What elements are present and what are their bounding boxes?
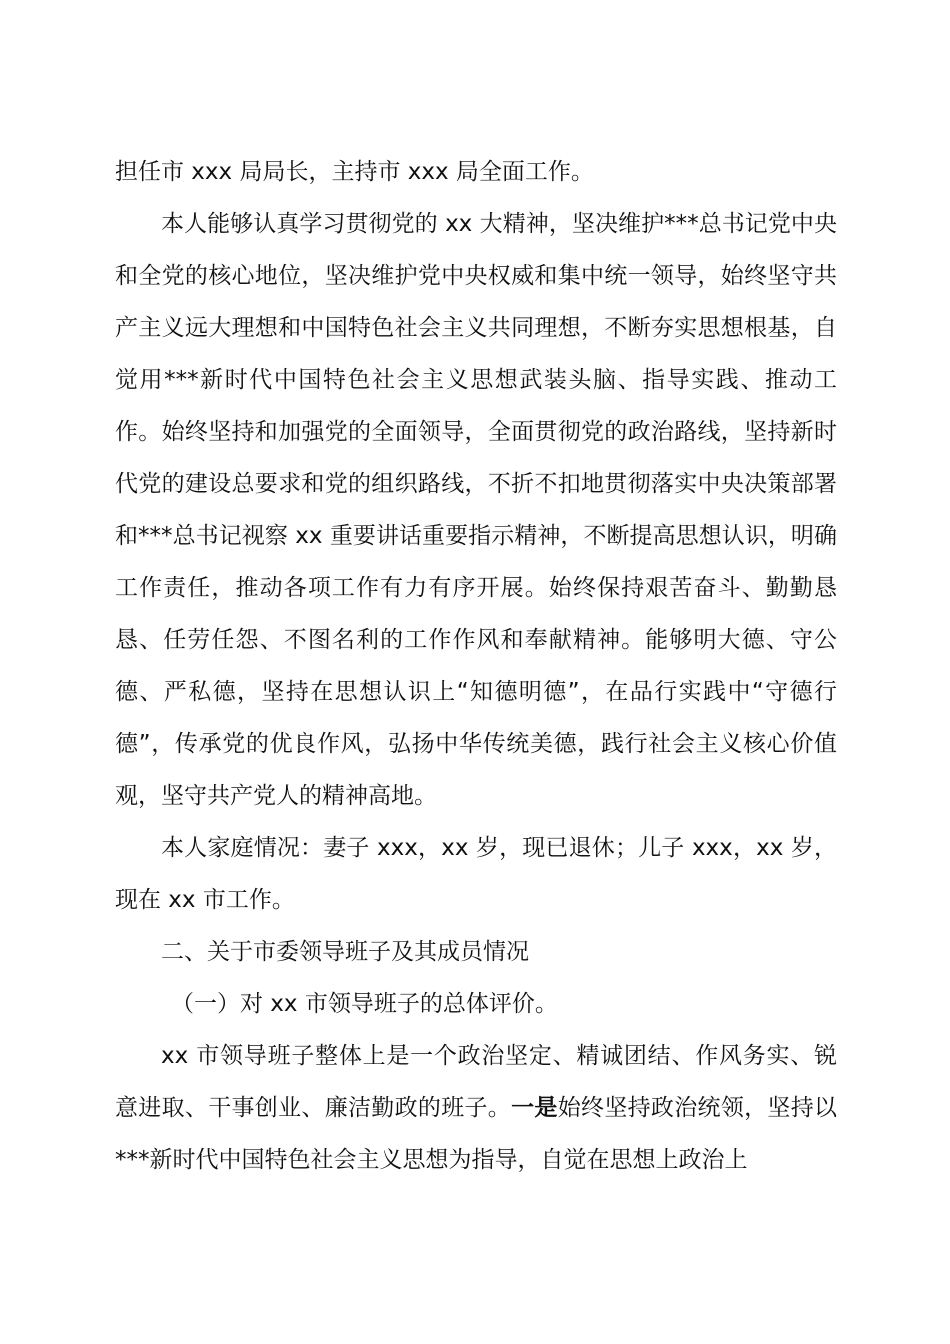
paragraph-team-evaluation <box>115 1030 837 1186</box>
first-point-marker: 一是 <box>511 1095 558 1121</box>
subsection-heading-overall-evaluation: （一）对 xx 市领导班子的总体评价。 <box>171 991 558 1017</box>
document-body <box>115 146 837 1186</box>
paragraph-political-study: 本人能够认真学习贯彻党的 xx 大精神，坚决维护***总书记党中央和全党的核心地位，坚决维护党中央权威和集中统一领导，始终坚守共产主义远大理想和中国特色社会主义共同理想，不断夯实思想根基，自觉用***新时代中国特色社会主义思想武装头脑、指导实践、推动工作。始终坚持和加强党的全面领导，全面贯彻党的政治路线，坚持新时代党的建设总要求和党的组织路线，不折不扣地贯彻落实中央决策部署和***总书记视察 xx 重要讲话重要指示精神，不断提高思想认识，明确工作责任，推动各项工作有力有序开展。始终保持艰苦奋斗、勤勤恳恳、任劳任怨、不图名利的工作作风和奉献精神。能够明大德、守公德、严私德，坚持在思想认识上“知德明德”，在品行实践中“守德行德”，传承党的优良作风，弘扬中华传统美德，践行社会主义核心价值观，坚守共产党人的精神高地。 <box>115 211 837 809</box>
team-evaluation-intro: xx 市领导班子整体上是一个政治坚定、精诚团结、作风务实、锐意进取、干事创业、廉洁勤政的班子。 <box>115 1043 837 1121</box>
paragraph-appointment: 担任市 xxx 局局长，主持市 xxx 局全面工作。 <box>115 159 594 185</box>
section-heading-leadership: 二、关于市委领导班子及其成员情况 <box>161 939 529 965</box>
paragraph-family-situation: 本人家庭情况：妻子 xxx，xx 岁，现已退休；儿子 xxx，xx 岁，现在 xx 市工作。 <box>115 835 837 913</box>
first-point-text: 始终坚持政治统领，坚持以***新时代中国特色社会主义思想为指导，自觉在思想上政治上 <box>115 1095 838 1173</box>
